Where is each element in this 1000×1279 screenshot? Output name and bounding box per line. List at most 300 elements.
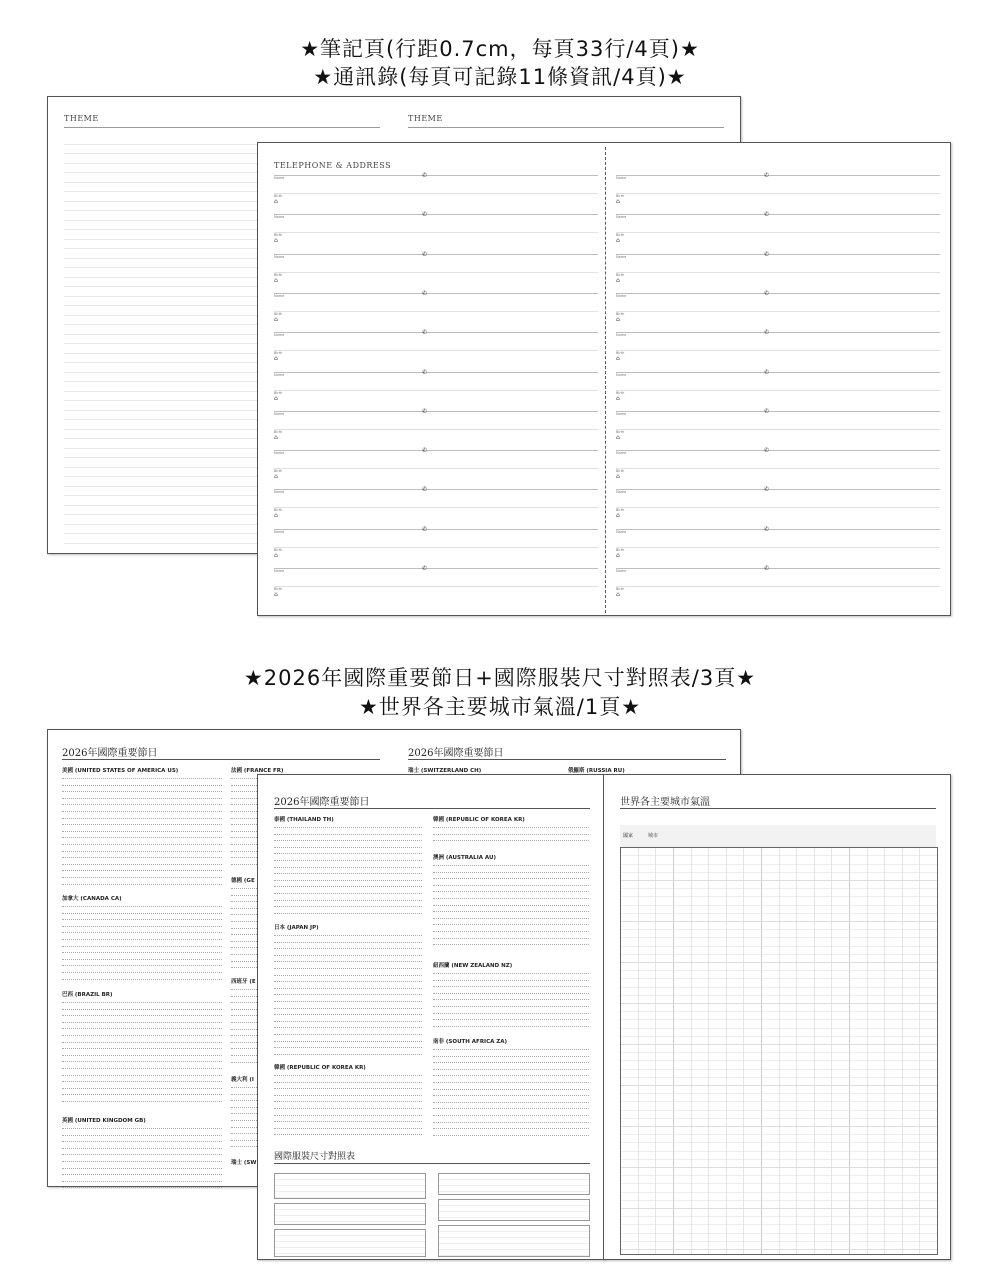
birth-label: Birth bbox=[274, 233, 283, 238]
contact-entry bbox=[616, 291, 940, 330]
birth-label: Birth bbox=[274, 508, 283, 513]
country-es: 西班牙 (E bbox=[231, 979, 256, 985]
entry-line bbox=[274, 547, 598, 548]
entry-line bbox=[274, 175, 598, 176]
phone-icon: ✆ bbox=[764, 250, 770, 258]
holiday-row bbox=[274, 988, 422, 989]
holiday-row bbox=[62, 1055, 222, 1056]
holiday-row bbox=[274, 1082, 422, 1083]
country-us: 美國 (UNITED STATES OF AMERICA US) bbox=[62, 768, 179, 774]
holiday-row bbox=[274, 900, 422, 901]
birth-label: Birth bbox=[616, 233, 625, 238]
holiday-row bbox=[274, 906, 422, 907]
country-nz: 紐西蘭 (NEW ZEALAND NZ) bbox=[433, 963, 513, 969]
home-icon: ⌂ bbox=[616, 433, 620, 441]
holiday-row bbox=[274, 886, 422, 887]
holiday-row bbox=[433, 1049, 589, 1050]
holiday-row bbox=[62, 837, 222, 838]
holiday-row bbox=[62, 952, 222, 953]
entry-line bbox=[616, 332, 940, 333]
holiday-row bbox=[433, 872, 589, 873]
phone-icon: ✆ bbox=[422, 525, 428, 533]
holidays-front-page bbox=[257, 774, 605, 1260]
entry-line bbox=[616, 568, 940, 569]
holiday-row bbox=[433, 999, 589, 1000]
entry-line bbox=[616, 489, 940, 490]
home-icon: ⌂ bbox=[616, 591, 620, 598]
name-label: Name bbox=[274, 215, 285, 220]
entry-line bbox=[274, 293, 598, 294]
temp-col-region: 國家 bbox=[623, 833, 634, 839]
temperature-table-header bbox=[620, 825, 936, 848]
holiday-row bbox=[433, 878, 589, 879]
phone-icon: ✆ bbox=[764, 211, 770, 219]
entry-line bbox=[274, 311, 598, 312]
holiday-row bbox=[274, 1041, 422, 1042]
holiday-row bbox=[274, 948, 422, 949]
phone-icon: ✆ bbox=[422, 368, 428, 376]
phone-icon: ✆ bbox=[422, 250, 428, 258]
holiday-row bbox=[62, 1035, 222, 1036]
contact-entry bbox=[274, 212, 598, 251]
home-icon: ⌂ bbox=[274, 512, 278, 520]
holiday-row bbox=[433, 944, 589, 945]
name-label: Name bbox=[274, 254, 285, 259]
holiday-row bbox=[62, 1148, 222, 1149]
holiday-row bbox=[274, 1108, 422, 1109]
name-label: Name bbox=[616, 451, 627, 456]
birth-label: Birth bbox=[274, 469, 283, 474]
name-label: Name bbox=[616, 333, 627, 338]
birth-label: Birth bbox=[616, 311, 625, 316]
home-icon: ⌂ bbox=[274, 315, 278, 323]
holiday-row bbox=[433, 834, 589, 835]
holiday-row bbox=[62, 1009, 222, 1010]
entry-line bbox=[616, 429, 940, 430]
country-ca: 加拿大 (CANADA CA) bbox=[62, 896, 122, 902]
holiday-row bbox=[62, 1048, 222, 1049]
holiday-row bbox=[274, 1021, 422, 1022]
holiday-row bbox=[62, 1088, 222, 1089]
entry-line bbox=[616, 311, 940, 312]
entry-line bbox=[274, 272, 598, 273]
name-label: Name bbox=[274, 176, 285, 180]
country-it: 義大利 (I bbox=[231, 1077, 254, 1083]
entry-line bbox=[616, 214, 940, 215]
entry-line bbox=[274, 193, 598, 194]
country-kr-2: 韓國 (REPUBLIC OF KOREA KR) bbox=[433, 817, 525, 823]
name-label: Name bbox=[616, 411, 627, 416]
country-fr: 法國 (FRANCE FR) bbox=[231, 768, 284, 774]
notes-left-title: THEME bbox=[64, 114, 99, 123]
entry-line bbox=[616, 372, 940, 373]
name-label: Name bbox=[616, 293, 627, 298]
holiday-row bbox=[274, 1027, 422, 1028]
holiday-row bbox=[274, 1014, 422, 1015]
holiday-row bbox=[62, 1174, 222, 1175]
country-ru: 俄羅斯 (RUSSIA RU) bbox=[568, 768, 625, 774]
holiday-row bbox=[62, 932, 222, 933]
contact-entry bbox=[616, 212, 940, 251]
phone-icon: ✆ bbox=[764, 289, 770, 297]
holiday-row bbox=[274, 975, 422, 976]
holiday-row bbox=[274, 961, 422, 962]
holiday-row bbox=[62, 851, 222, 852]
contact-entry bbox=[616, 527, 940, 566]
contact-entry bbox=[274, 566, 598, 605]
holiday-row bbox=[62, 1168, 222, 1169]
holiday-row bbox=[433, 973, 589, 974]
name-label: Name bbox=[274, 333, 285, 338]
holiday-row bbox=[62, 864, 222, 865]
holiday-row bbox=[62, 959, 222, 960]
name-label: Name bbox=[274, 569, 285, 573]
birth-label: Birth bbox=[616, 587, 625, 591]
birth-label: Birth bbox=[274, 587, 283, 591]
entry-line bbox=[274, 529, 598, 530]
holiday-row bbox=[62, 791, 222, 792]
holiday-row bbox=[62, 1094, 222, 1095]
birth-label: Birth bbox=[616, 351, 625, 356]
birth-label: Birth bbox=[616, 390, 625, 395]
temperature-heading: ★世界各主要城市氣溫/1頁★ bbox=[358, 695, 642, 719]
birth-label: Birth bbox=[616, 469, 625, 474]
holiday-row bbox=[433, 924, 589, 925]
phone-icon: ✆ bbox=[422, 486, 428, 494]
holiday-row bbox=[62, 979, 222, 980]
phone-icon: ✆ bbox=[422, 172, 428, 179]
entry-line bbox=[616, 272, 940, 273]
phone-icon: ✆ bbox=[764, 172, 770, 179]
holiday-row bbox=[433, 905, 589, 906]
home-icon: ⌂ bbox=[616, 355, 620, 363]
contact-entry bbox=[274, 487, 598, 526]
holiday-row bbox=[274, 1047, 422, 1048]
entry-line bbox=[274, 586, 598, 587]
temp-col-city: 城市 bbox=[648, 833, 659, 839]
phone-icon: ✆ bbox=[422, 289, 428, 297]
holiday-row bbox=[274, 860, 422, 861]
phone-icon: ✆ bbox=[422, 565, 428, 572]
holiday-row bbox=[62, 1061, 222, 1062]
size-chart-title: 國際服裝尺寸對照表 bbox=[274, 1152, 356, 1162]
name-label: Name bbox=[616, 372, 627, 377]
holiday-row bbox=[433, 891, 589, 892]
holiday-row bbox=[62, 965, 222, 966]
contact-entry bbox=[274, 527, 598, 566]
entry-line bbox=[274, 489, 598, 490]
home-icon: ⌂ bbox=[616, 315, 620, 323]
entry-line bbox=[616, 232, 940, 233]
holiday-row bbox=[433, 1095, 589, 1096]
home-icon: ⌂ bbox=[274, 276, 278, 284]
address-heading: ★通訊錄(每頁可記錄11條資訊/4頁)★ bbox=[313, 65, 687, 89]
home-icon: ⌂ bbox=[616, 198, 620, 205]
holiday-row bbox=[62, 1068, 222, 1069]
phone-icon: ✆ bbox=[764, 447, 770, 455]
holiday-row bbox=[62, 926, 222, 927]
country-br: 巴西 (BRAZIL BR) bbox=[62, 992, 113, 998]
holiday-row bbox=[274, 1034, 422, 1035]
holiday-row bbox=[433, 938, 589, 939]
size-table-women-pants bbox=[274, 1203, 426, 1225]
holiday-row bbox=[62, 906, 222, 907]
holiday-row bbox=[433, 898, 589, 899]
country-au: 澳洲 (AUSTRALIA AU) bbox=[433, 855, 496, 861]
contact-entry bbox=[274, 448, 598, 487]
holiday-row bbox=[433, 1115, 589, 1116]
entry-line bbox=[274, 568, 598, 569]
holiday-row bbox=[62, 785, 222, 786]
holiday-row bbox=[62, 1075, 222, 1076]
holiday-row bbox=[274, 867, 422, 868]
phone-icon: ✆ bbox=[764, 486, 770, 494]
country-ch: 瑞士 (SWITZERLAND CH) bbox=[408, 768, 482, 774]
name-label: Name bbox=[616, 176, 627, 180]
holiday-row bbox=[62, 1154, 222, 1155]
holiday-row bbox=[433, 885, 589, 886]
home-icon: ⌂ bbox=[274, 551, 278, 559]
name-label: Name bbox=[616, 490, 627, 495]
entry-line bbox=[616, 586, 940, 587]
address-title: TELEPHONE & ADDRESS bbox=[274, 161, 392, 170]
name-label: Name bbox=[274, 529, 285, 534]
holiday-row bbox=[274, 1101, 422, 1102]
holiday-row bbox=[274, 847, 422, 848]
holiday-row bbox=[62, 844, 222, 845]
holiday-row bbox=[62, 1002, 222, 1003]
name-label: Name bbox=[616, 215, 627, 220]
holiday-row bbox=[274, 840, 422, 841]
entry-line bbox=[274, 429, 598, 430]
contact-column-left bbox=[274, 173, 598, 613]
holiday-row bbox=[274, 1134, 422, 1135]
contact-entry bbox=[616, 409, 940, 448]
phone-icon: ✆ bbox=[764, 368, 770, 376]
birth-label: Birth bbox=[274, 311, 283, 316]
holiday-row bbox=[62, 1042, 222, 1043]
holiday-row bbox=[62, 913, 222, 914]
contact-entry bbox=[616, 566, 940, 605]
notes-right-title: THEME bbox=[408, 114, 443, 123]
entry-line bbox=[274, 214, 598, 215]
holiday-row bbox=[62, 1101, 222, 1102]
entry-line bbox=[616, 193, 940, 194]
holiday-row bbox=[433, 1019, 589, 1020]
holiday-row bbox=[62, 818, 222, 819]
entry-line bbox=[274, 390, 598, 391]
entry-line bbox=[616, 411, 940, 412]
home-icon: ⌂ bbox=[274, 198, 278, 205]
phone-icon: ✆ bbox=[764, 565, 770, 572]
holiday-row bbox=[274, 1121, 422, 1122]
holiday-row bbox=[274, 981, 422, 982]
entry-line bbox=[274, 332, 598, 333]
contact-entry bbox=[274, 252, 598, 291]
name-label: Name bbox=[274, 372, 285, 377]
contact-entry bbox=[616, 448, 940, 487]
holiday-row bbox=[274, 1001, 422, 1002]
birth-label: Birth bbox=[274, 547, 283, 552]
holiday-row bbox=[433, 1089, 589, 1090]
holidays-heading: ★2026年國際重要節日+國際服裝尺寸對照表/3頁★ bbox=[243, 666, 757, 690]
country-th: 泰國 (THAILAND TH) bbox=[274, 817, 334, 823]
home-icon: ⌂ bbox=[616, 237, 620, 245]
holiday-row bbox=[62, 798, 222, 799]
home-icon: ⌂ bbox=[616, 276, 620, 284]
holiday-row bbox=[274, 873, 422, 874]
size-table-men-pants bbox=[438, 1199, 590, 1221]
entry-line bbox=[616, 293, 940, 294]
entry-line bbox=[616, 350, 940, 351]
holiday-row bbox=[433, 1056, 589, 1057]
country-kr-1: 韓國 (REPUBLIC OF KOREA KR) bbox=[274, 1065, 366, 1071]
birth-label: Birth bbox=[616, 272, 625, 277]
holiday-row bbox=[62, 946, 222, 947]
holiday-row bbox=[433, 1102, 589, 1103]
temperature-title: 世界各主要城市氣溫 bbox=[620, 797, 710, 808]
holiday-row bbox=[274, 893, 422, 894]
name-label: Name bbox=[616, 529, 627, 534]
home-icon: ⌂ bbox=[274, 355, 278, 363]
home-icon: ⌂ bbox=[616, 551, 620, 559]
address-page bbox=[257, 142, 951, 616]
holiday-row bbox=[62, 877, 222, 878]
country-gb: 英國 (UNITED KINGDOM GB) bbox=[62, 1118, 146, 1124]
holiday-row bbox=[62, 1015, 222, 1016]
holiday-row bbox=[62, 972, 222, 973]
size-table-men-shoes bbox=[438, 1225, 590, 1257]
name-label: Name bbox=[616, 569, 627, 573]
holiday-row bbox=[62, 919, 222, 920]
holiday-row bbox=[433, 827, 589, 828]
birth-label: Birth bbox=[274, 351, 283, 356]
holiday-row bbox=[62, 1187, 222, 1188]
holidays-front-title: 2026年國際重要節日 bbox=[274, 797, 370, 808]
holiday-row bbox=[274, 1054, 422, 1055]
entry-line bbox=[616, 390, 940, 391]
holiday-row bbox=[62, 824, 222, 825]
contact-entry bbox=[616, 252, 940, 291]
home-icon: ⌂ bbox=[616, 394, 620, 402]
phone-icon: ✆ bbox=[422, 447, 428, 455]
phone-icon: ✆ bbox=[422, 211, 428, 219]
name-label: Name bbox=[616, 254, 627, 259]
contact-entry bbox=[616, 370, 940, 409]
home-icon: ⌂ bbox=[616, 473, 620, 481]
holiday-row bbox=[62, 1181, 222, 1182]
holiday-row bbox=[62, 1161, 222, 1162]
notes-heading: ★筆記頁(行距0.7cm，每頁33行/4頁)★ bbox=[300, 37, 700, 61]
entry-line bbox=[274, 450, 598, 451]
notes-left-lines bbox=[64, 135, 258, 547]
holiday-row bbox=[433, 1108, 589, 1109]
holiday-row bbox=[433, 980, 589, 981]
holiday-row bbox=[433, 986, 589, 987]
holidays-back-title-left: 2026年國際重要節日 bbox=[62, 748, 158, 759]
contact-entry bbox=[616, 487, 940, 526]
holiday-row bbox=[62, 1141, 222, 1142]
holiday-row bbox=[62, 1081, 222, 1082]
phone-icon: ✆ bbox=[764, 329, 770, 337]
holidays-back-title-right: 2026年國際重要節日 bbox=[408, 748, 504, 759]
temperature-table bbox=[620, 847, 938, 1255]
phone-icon: ✆ bbox=[422, 407, 428, 415]
holiday-row bbox=[62, 811, 222, 812]
holiday-row bbox=[433, 840, 589, 841]
entry-line bbox=[274, 350, 598, 351]
holiday-row bbox=[62, 870, 222, 871]
birth-label: Birth bbox=[274, 390, 283, 395]
phone-icon: ✆ bbox=[422, 329, 428, 337]
home-icon: ⌂ bbox=[274, 394, 278, 402]
home-icon: ⌂ bbox=[274, 473, 278, 481]
home-icon: ⌂ bbox=[616, 512, 620, 520]
birth-label: Birth bbox=[616, 547, 625, 552]
holiday-row bbox=[433, 1006, 589, 1007]
contact-column-right bbox=[616, 173, 940, 613]
country-de: 德國 (GE bbox=[231, 878, 255, 884]
holiday-row bbox=[433, 1122, 589, 1123]
holiday-row bbox=[274, 913, 422, 914]
entry-line bbox=[616, 254, 940, 255]
entry-line bbox=[274, 411, 598, 412]
holiday-row bbox=[62, 857, 222, 858]
birth-label: Birth bbox=[616, 429, 625, 434]
entry-line bbox=[616, 468, 940, 469]
contact-entry bbox=[274, 330, 598, 369]
holiday-row bbox=[433, 1062, 589, 1063]
phone-icon: ✆ bbox=[764, 525, 770, 533]
holiday-row bbox=[274, 1008, 422, 1009]
holiday-row bbox=[433, 1135, 589, 1136]
holiday-row bbox=[274, 880, 422, 881]
holiday-row bbox=[274, 1095, 422, 1096]
size-table-women bbox=[274, 1173, 426, 1199]
entry-line bbox=[616, 450, 940, 451]
holiday-row bbox=[433, 1026, 589, 1027]
birth-label: Birth bbox=[274, 429, 283, 434]
phone-icon: ✆ bbox=[764, 407, 770, 415]
holiday-row bbox=[274, 1115, 422, 1116]
entry-line bbox=[274, 232, 598, 233]
holiday-row bbox=[433, 931, 589, 932]
holiday-row bbox=[62, 884, 222, 885]
birth-label: Birth bbox=[274, 272, 283, 277]
name-label: Name bbox=[274, 293, 285, 298]
name-label: Name bbox=[274, 490, 285, 495]
holiday-row bbox=[274, 935, 422, 936]
holiday-row bbox=[274, 834, 422, 835]
holiday-row bbox=[274, 853, 422, 854]
entry-line bbox=[616, 547, 940, 548]
size-table-women-shoes bbox=[274, 1229, 426, 1257]
contact-entry bbox=[274, 173, 598, 212]
name-label: Name bbox=[274, 451, 285, 456]
country-za: 南非 (SOUTH AFRICA ZA) bbox=[433, 1039, 508, 1045]
holiday-row bbox=[433, 993, 589, 994]
birth-label: Birth bbox=[616, 508, 625, 513]
home-icon: ⌂ bbox=[274, 237, 278, 245]
holiday-row bbox=[274, 942, 422, 943]
birth-label: Birth bbox=[616, 194, 625, 198]
contact-entry bbox=[274, 291, 598, 330]
birth-label: Birth bbox=[274, 194, 283, 198]
holiday-row bbox=[433, 865, 589, 866]
entry-line bbox=[274, 254, 598, 255]
holiday-row bbox=[274, 1128, 422, 1129]
holiday-row bbox=[62, 939, 222, 940]
